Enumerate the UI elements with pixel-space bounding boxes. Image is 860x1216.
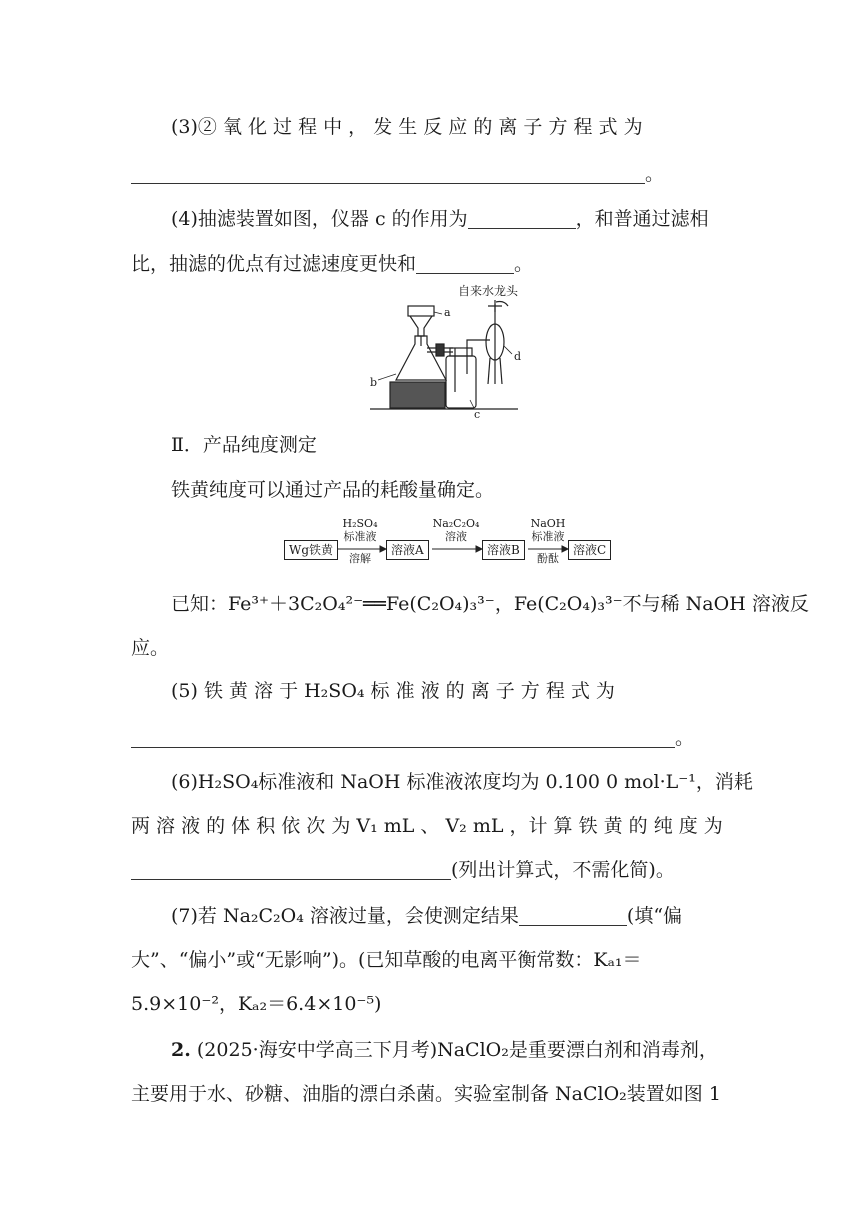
known-line1: 已知：Fe³⁺＋3C₂O₄²⁻══Fe(C₂O₄)₃³⁻，Fe(C₂O₄)₃³⁻不与稀 NaOH 溶液反 <box>171 593 809 615</box>
procedure-flow: Wg铁黄 H₂SO₄ 标准液 溶解 溶液A Na₂C₂O₄ 溶液 溶液B NaOH 标准液 酚酞 溶液C <box>282 516 622 572</box>
q7-line2: 大”、“偏小”或“无影响”)。(已知草酸的电离平衡常数：Kₐ₁＝ <box>131 949 642 971</box>
faucet-label: 自来水龙头 <box>458 284 519 298</box>
q7-line1: (7)若 Na₂C₂O₄ 溶液过量，会使测定结果 (填“偏 <box>171 905 683 927</box>
q4-line1: (4)抽滤装置如图，仪器 c 的作用为 ，和普通过滤相 <box>171 208 709 230</box>
q3-prefix: (3)② 氧 化 过 程 中 ， 发 生 反 应 的 离 子 方 程 式 为 <box>171 116 643 138</box>
q3-prompt <box>171 113 729 141</box>
q4-line2: 比，抽滤的优点有过滤速度更快和 。 <box>131 253 534 275</box>
flow-box-b: 溶液B <box>482 540 525 560</box>
q6-line3: (列出计算式，不需化简)。 <box>131 856 729 884</box>
q5-answer-line: 。 <box>131 724 729 752</box>
flow-start-box: Wg铁黄 <box>284 540 338 560</box>
section-title: Ⅱ．产品纯度测定 <box>171 434 317 456</box>
q3-blank[interactable] <box>131 163 645 184</box>
flow-box-c: 溶液C <box>568 540 611 560</box>
q4-blank-2[interactable] <box>416 253 514 274</box>
label-a: a <box>444 306 451 319</box>
known-line2: 应。 <box>131 637 170 659</box>
apparatus-svg <box>370 284 530 424</box>
q5-prompt: (5) 铁 黄 溶 于 H₂SO₄ 标 准 液 的 离 子 方 程 式 为 <box>171 680 615 702</box>
q6-blank[interactable] <box>131 859 451 880</box>
flow-box-a: 溶液A <box>386 540 429 560</box>
label-c: c <box>474 408 481 421</box>
q3-answer-line: 。 <box>131 160 729 188</box>
q2-line2: 主要用于水、砂糖、油脂的漂白杀菌。实验室制备 NaClO₂装置如图 1 <box>131 1083 721 1105</box>
q6-line1: (6)H₂SO₄标准液和 NaOH 标准液浓度均为 0.100 0 mol·L⁻¹，消耗 <box>171 771 753 793</box>
label-b: b <box>370 376 378 389</box>
q2-number: 2. <box>171 1039 191 1061</box>
suction-filtration-diagram <box>370 284 530 424</box>
section-intro: 铁黄纯度可以通过产品的耗酸量确定。 <box>171 479 495 501</box>
q2-line1: 2. (2025·海安中学高三下月考)NaClO₂是重要漂白剂和消毒剂， <box>171 1039 718 1061</box>
q7-line3: 5.9×10⁻²，Kₐ₂＝6.4×10⁻⁵) <box>131 993 382 1015</box>
q6-line2: 两 溶 液 的 体 积 依 次 为 V₁ mL 、 V₂ mL ，计 算 铁 黄 的 纯 度 为 <box>131 815 723 837</box>
label-d: d <box>514 350 522 363</box>
q5-blank[interactable] <box>131 727 675 748</box>
q4-blank-1[interactable] <box>468 208 576 229</box>
q7-blank[interactable] <box>519 905 627 926</box>
